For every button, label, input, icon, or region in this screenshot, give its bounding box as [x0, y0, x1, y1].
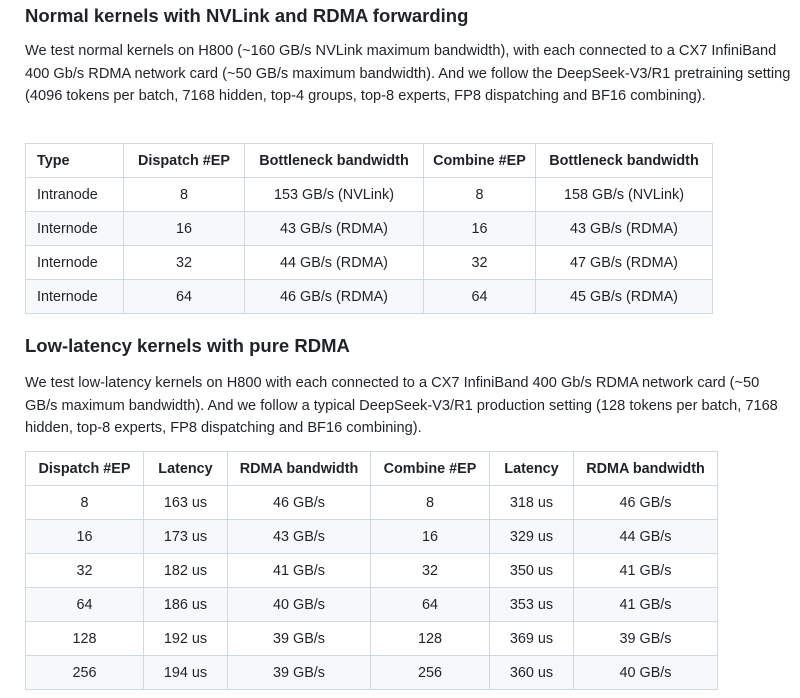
table-cell: 350 us — [490, 554, 574, 588]
table-cell: 8 — [371, 486, 490, 520]
table-cell: 44 GB/s (RDMA) — [245, 246, 424, 280]
table-cell: 46 GB/s (RDMA) — [245, 280, 424, 314]
table-cell: 16 — [124, 212, 245, 246]
table-cell: Internode — [26, 280, 124, 314]
column-header: Latency — [144, 452, 228, 486]
table-cell: 46 GB/s — [574, 486, 718, 520]
table-cell: 369 us — [490, 622, 574, 656]
column-header: Type — [26, 144, 124, 178]
table-cell: 194 us — [144, 656, 228, 690]
low-latency-kernels-table — [25, 451, 718, 690]
table-cell: 43 GB/s (RDMA) — [245, 212, 424, 246]
table-cell: 329 us — [490, 520, 574, 554]
table-cell: 64 — [424, 280, 536, 314]
table-cell: 39 GB/s — [574, 622, 718, 656]
section-paragraph-low-latency-kernels: We test low-latency kernels on H800 with each connected to a CX7 InfiniBand 400 Gb/s RDMA network card (~50 GB/s maximum bandwidth). And we follow a typical DeepSeek-V3/R1 production setting (128 tokens per batch, 7168 hidden, top-8 experts, FP8 dispatching and BF16 combining). — [25, 375, 778, 437]
column-header: Dispatch #EP — [124, 144, 245, 178]
table-cell: 186 us — [144, 588, 228, 622]
column-header: Dispatch #EP — [26, 452, 144, 486]
table-cell: 41 GB/s — [228, 554, 371, 588]
table-row — [26, 520, 718, 554]
column-header: Combine #EP — [371, 452, 490, 486]
table-row — [26, 656, 718, 690]
table-cell: 353 us — [490, 588, 574, 622]
table-cell: 128 — [371, 622, 490, 656]
table-cell: 43 GB/s (RDMA) — [536, 212, 713, 246]
table-cell: 16 — [371, 520, 490, 554]
table-cell: 256 — [26, 656, 144, 690]
column-header: Bottleneck bandwidth — [245, 144, 424, 178]
table-cell: 44 GB/s — [574, 520, 718, 554]
table-cell: Internode — [26, 212, 124, 246]
table-cell: 16 — [424, 212, 536, 246]
normal-kernels-table — [25, 143, 713, 314]
table-cell: 128 — [26, 622, 144, 656]
column-header: RDMA bandwidth — [574, 452, 718, 486]
column-header: Bottleneck bandwidth — [536, 144, 713, 178]
table-row — [26, 486, 718, 520]
table-cell: Internode — [26, 246, 124, 280]
section-heading-low-latency-kernels: Low-latency kernels with pure RDMA — [25, 335, 350, 356]
table-cell: 41 GB/s — [574, 554, 718, 588]
table-cell: 45 GB/s (RDMA) — [536, 280, 713, 314]
column-header: RDMA bandwidth — [228, 452, 371, 486]
table-cell: 32 — [424, 246, 536, 280]
table-cell: 32 — [26, 554, 144, 588]
table-row — [26, 246, 713, 280]
table-cell: 8 — [26, 486, 144, 520]
table-cell: 32 — [371, 554, 490, 588]
table-row — [26, 178, 713, 212]
table-cell: 8 — [124, 178, 245, 212]
table-cell: 64 — [26, 588, 144, 622]
section-paragraph-normal-kernels: We test normal kernels on H800 (~160 GB/s NVLink maximum bandwidth), with each connected to a CX7 InfiniBand 400 Gb/s RDMA network card (~50 GB/s maximum bandwidth). And we follow the DeepSeek-V3/R1 pretraining setting (4096 tokens per batch, 7168 hidden, top-4 groups, top-8 experts, FP8 dispatching and BF16 combining). — [25, 43, 791, 105]
table-cell: 46 GB/s — [228, 486, 371, 520]
table-cell: 256 — [371, 656, 490, 690]
table-cell: 163 us — [144, 486, 228, 520]
table-row — [26, 280, 713, 314]
table-cell: 360 us — [490, 656, 574, 690]
table-cell: 39 GB/s — [228, 656, 371, 690]
table-cell: 153 GB/s (NVLink) — [245, 178, 424, 212]
table-header-row — [26, 452, 718, 486]
table-row — [26, 212, 713, 246]
table-row — [26, 554, 718, 588]
column-header: Latency — [490, 452, 574, 486]
table-header-row — [26, 144, 713, 178]
table-cell: 182 us — [144, 554, 228, 588]
table-cell: 47 GB/s (RDMA) — [536, 246, 713, 280]
table-cell: 16 — [26, 520, 144, 554]
section-heading-normal-kernels: Normal kernels with NVLink and RDMA forwarding — [25, 5, 469, 26]
table-cell: 39 GB/s — [228, 622, 371, 656]
table-cell: 40 GB/s — [228, 588, 371, 622]
table-cell: 158 GB/s (NVLink) — [536, 178, 713, 212]
table-cell: 40 GB/s — [574, 656, 718, 690]
table-cell: 173 us — [144, 520, 228, 554]
table-cell: 8 — [424, 178, 536, 212]
table-cell: 64 — [371, 588, 490, 622]
table-cell: Intranode — [26, 178, 124, 212]
table-cell: 64 — [124, 280, 245, 314]
table-cell: 32 — [124, 246, 245, 280]
table-cell: 318 us — [490, 486, 574, 520]
table-row — [26, 588, 718, 622]
table-cell: 41 GB/s — [574, 588, 718, 622]
table-row — [26, 622, 718, 656]
table-cell: 192 us — [144, 622, 228, 656]
column-header: Combine #EP — [424, 144, 536, 178]
table-cell: 43 GB/s — [228, 520, 371, 554]
